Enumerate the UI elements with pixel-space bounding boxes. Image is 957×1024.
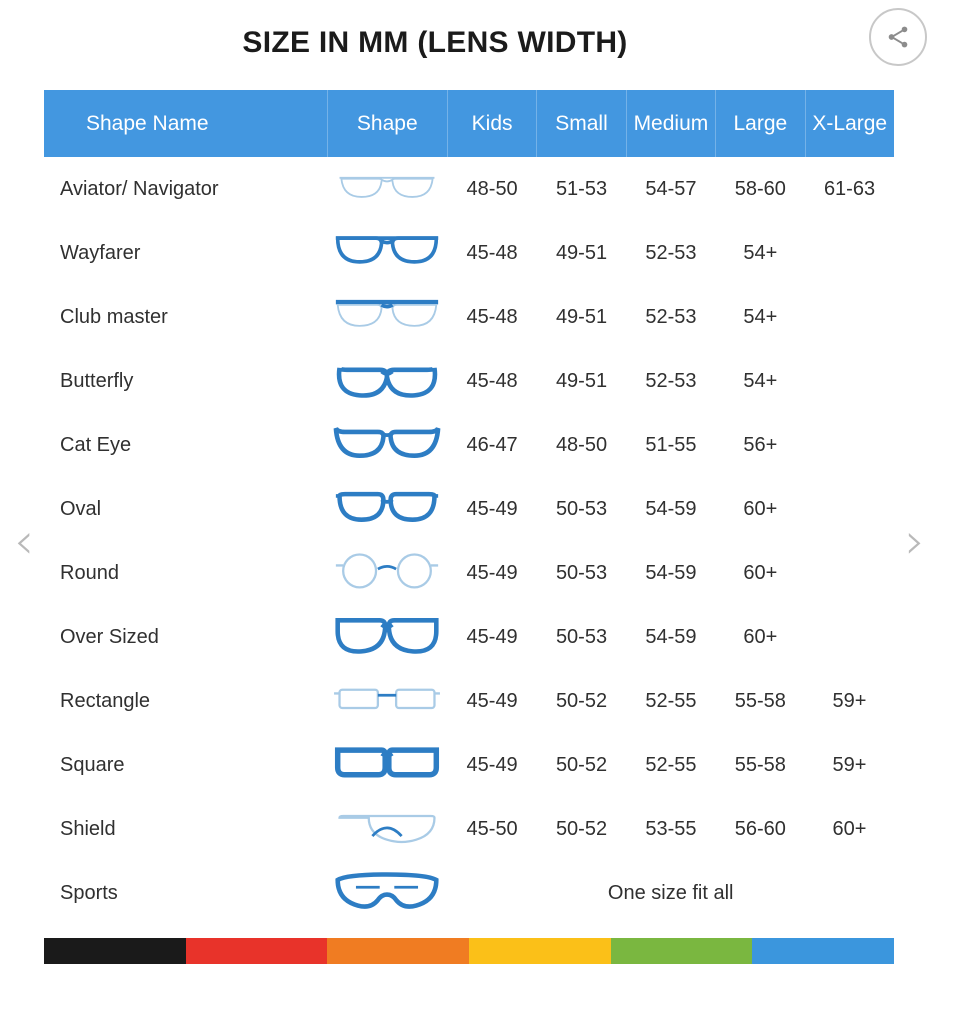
size-cell-kids: 45-49	[447, 541, 536, 605]
header-shape: Shape	[327, 90, 447, 157]
table-row	[44, 477, 894, 541]
header-large: Large	[716, 90, 805, 157]
table-row	[44, 861, 894, 925]
glasses-square-icon	[327, 733, 447, 797]
size-cell-xlarge	[805, 605, 894, 669]
size-cell-xlarge: 59+	[805, 669, 894, 733]
table-header	[44, 90, 894, 157]
shape-name-cell: Aviator/ Navigator	[44, 157, 327, 221]
size-cell-small: 50-52	[537, 797, 626, 861]
size-cell-xlarge	[805, 349, 894, 413]
size-cell-large: 54+	[716, 221, 805, 285]
size-cell-small: 49-51	[537, 349, 626, 413]
size-cell-medium: 52-55	[626, 669, 715, 733]
size-cell-xlarge: 59+	[805, 733, 894, 797]
glasses-wayfarer-icon	[327, 221, 447, 285]
shape-name-cell: Shield	[44, 797, 327, 861]
size-cell-small: 50-53	[537, 605, 626, 669]
shape-name-cell: Cat Eye	[44, 413, 327, 477]
size-cell-xlarge	[805, 221, 894, 285]
glasses-clubmaster-icon	[327, 285, 447, 349]
size-cell-small: 50-52	[537, 669, 626, 733]
glasses-oversized-icon	[327, 605, 447, 669]
shape-name-cell: Wayfarer	[44, 221, 327, 285]
table-row	[44, 797, 894, 861]
size-cell-xlarge	[805, 413, 894, 477]
shape-name-cell: Butterfly	[44, 349, 327, 413]
color-bar-segment	[44, 938, 186, 964]
header-small: Small	[537, 90, 626, 157]
share-button[interactable]	[869, 8, 927, 66]
size-cell-kids: 45-49	[447, 605, 536, 669]
header-medium: Medium	[626, 90, 715, 157]
size-cell-medium: 52-55	[626, 733, 715, 797]
size-cell-kids: 45-49	[447, 669, 536, 733]
size-cell-xlarge: 61-63	[805, 157, 894, 221]
shape-name-cell: Rectangle	[44, 669, 327, 733]
size-cell-small: 49-51	[537, 221, 626, 285]
size-cell-kids: 45-48	[447, 349, 536, 413]
table-header-row	[44, 90, 894, 157]
size-cell-medium: 53-55	[626, 797, 715, 861]
size-cell-large: 60+	[716, 477, 805, 541]
size-cell-small: 50-53	[537, 477, 626, 541]
table-row	[44, 413, 894, 477]
size-cell-kids: 45-50	[447, 797, 536, 861]
color-bar-segment	[186, 938, 328, 964]
size-cell-small: 50-52	[537, 733, 626, 797]
size-cell-small: 48-50	[537, 413, 626, 477]
size-cell-large: 56+	[716, 413, 805, 477]
size-cell-xlarge	[805, 477, 894, 541]
table-body	[44, 157, 894, 925]
table-row	[44, 541, 894, 605]
glasses-butterfly-icon	[327, 349, 447, 413]
size-cell-kids: 45-48	[447, 285, 536, 349]
shape-name-cell: Oval	[44, 477, 327, 541]
header-shape-name: Shape Name	[44, 90, 327, 157]
shape-name-cell: Over Sized	[44, 605, 327, 669]
table-row	[44, 157, 894, 221]
size-table-wrapper	[44, 90, 894, 925]
glasses-cateye-icon	[327, 413, 447, 477]
glasses-rectangle-icon	[327, 669, 447, 733]
size-cell-medium: 52-53	[626, 221, 715, 285]
color-bar	[44, 938, 894, 964]
size-cell-medium: 54-59	[626, 541, 715, 605]
table-row	[44, 349, 894, 413]
header-kids: Kids	[447, 90, 536, 157]
one-size-cell: One size fit all	[447, 861, 894, 925]
header-xlarge: X-Large	[805, 90, 894, 157]
size-cell-large: 58-60	[716, 157, 805, 221]
table-row	[44, 733, 894, 797]
prev-arrow[interactable]: ‹	[14, 512, 34, 570]
table-row	[44, 221, 894, 285]
size-cell-kids: 45-48	[447, 221, 536, 285]
size-cell-medium: 54-59	[626, 477, 715, 541]
size-cell-kids: 46-47	[447, 413, 536, 477]
size-cell-xlarge: 60+	[805, 797, 894, 861]
size-cell-large: 60+	[716, 541, 805, 605]
glasses-round-icon	[327, 541, 447, 605]
color-bar-segment	[327, 938, 469, 964]
share-icon	[885, 24, 911, 50]
size-cell-xlarge	[805, 285, 894, 349]
size-cell-medium: 54-57	[626, 157, 715, 221]
glasses-shield-icon	[327, 797, 447, 861]
size-cell-small: 50-53	[537, 541, 626, 605]
size-cell-large: 54+	[716, 285, 805, 349]
size-cell-large: 60+	[716, 605, 805, 669]
shape-name-cell: Club master	[44, 285, 327, 349]
size-cell-medium: 52-53	[626, 285, 715, 349]
size-cell-large: 55-58	[716, 733, 805, 797]
table-row	[44, 285, 894, 349]
shape-name-cell: Square	[44, 733, 327, 797]
size-cell-xlarge	[805, 541, 894, 605]
color-bar-segment	[611, 938, 753, 964]
size-cell-large: 55-58	[716, 669, 805, 733]
size-cell-medium: 52-53	[626, 349, 715, 413]
glasses-oval-icon	[327, 477, 447, 541]
size-table	[44, 90, 894, 925]
size-cell-small: 51-53	[537, 157, 626, 221]
next-arrow[interactable]: ›	[905, 512, 925, 570]
size-cell-large: 54+	[716, 349, 805, 413]
table-row	[44, 605, 894, 669]
size-cell-kids: 48-50	[447, 157, 536, 221]
size-cell-small: 49-51	[537, 285, 626, 349]
size-cell-large: 56-60	[716, 797, 805, 861]
table-row	[44, 669, 894, 733]
size-cell-kids: 45-49	[447, 477, 536, 541]
size-cell-medium: 51-55	[626, 413, 715, 477]
color-bar-segment	[752, 938, 894, 964]
color-bar-segment	[469, 938, 611, 964]
page-title: SIZE IN MM (LENS WIDTH)	[242, 26, 628, 59]
size-cell-kids: 45-49	[447, 733, 536, 797]
size-cell-medium: 54-59	[626, 605, 715, 669]
glasses-aviator-icon	[327, 157, 447, 221]
shape-name-cell: Sports	[44, 861, 327, 925]
shape-name-cell: Round	[44, 541, 327, 605]
glasses-sports-icon	[327, 861, 447, 925]
